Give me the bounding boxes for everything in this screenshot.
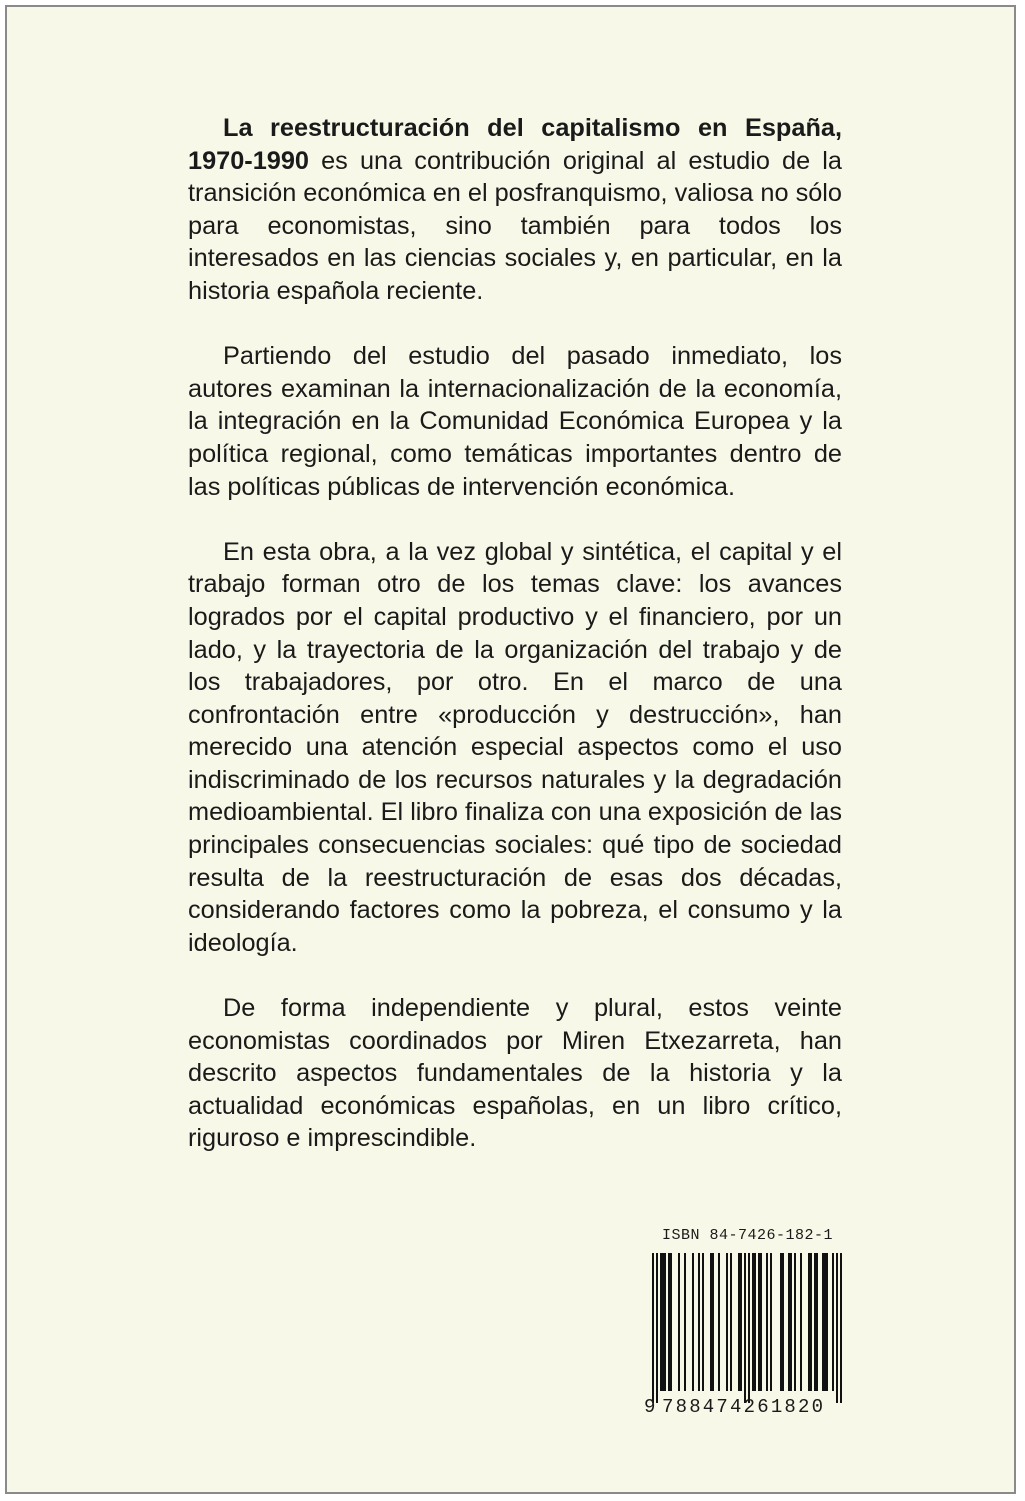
barcode-bar [770,1253,772,1391]
barcode-bar [744,1253,746,1403]
barcode-bar [808,1253,810,1391]
barcode-bar [738,1253,740,1391]
barcode-bar [816,1253,818,1391]
barcode-first-digit: 9 [644,1396,656,1418]
blurb-text [188,112,842,1188]
barcode-bar [790,1253,792,1391]
barcode-digits: 788474261820 [662,1396,826,1418]
barcode-bar [780,1253,782,1391]
barcode-bar [740,1253,742,1391]
barcode-bar [814,1253,816,1391]
paragraph-authors: De forma independiente y plural, estos veinte economistas coordinados por Miren Etxezarreta, han descrito aspectos fundamentales de la historia y la actualidad económicas españolas, en un libro crítico, riguroso e imprescindible. [188,994,842,1153]
barcode-icon [652,1253,842,1403]
barcode-bar [668,1253,670,1391]
paragraph-intro-rest: es una contribución original al estudio de la transición económica en el posfranquismo, valiosa no sólo para economistas, sino también para todos los interesados en las ciencias sociales y, en particular, en la historia española reciente. [188,146,842,305]
barcode-bar [788,1253,790,1391]
barcode-bar [660,1253,662,1391]
barcode-bar [710,1253,712,1391]
barcode-bar [678,1253,680,1391]
barcode-bar [824,1253,826,1391]
barcode-bar [702,1253,704,1391]
paragraph-capital-labor: En esta obra, a la vez global y sintética, el capital y el trabajo forman otro de los temas clave: los avances logrados por el capital productivo y el financiero, por un lado, y la trayectoria de la organización del trabajo y de los trabajadores, por otro. En el marco de una confrontación entre «producción y destrucción», han merecido una atención especial aspectos como el uso indiscriminado de los recursos naturales y la degradación medioambiental. El libro finaliza con una exposición de las principales consecuencias sociales: qué tipo de sociedad resulta de la reestructuración de esas dos décadas, considerando factores como la pobreza, el consumo y la ideología. [188,537,842,957]
barcode-bar [748,1253,750,1403]
barcode-bar [822,1253,824,1391]
barcode-bar [782,1253,784,1391]
barcode-bar [752,1253,754,1391]
barcode-bar [840,1253,842,1403]
barcode-bar [662,1253,664,1391]
barcode-bar [670,1253,672,1391]
barcode-bar [832,1253,834,1391]
barcode-bar [698,1253,700,1391]
barcode-bar [652,1253,654,1403]
paragraph-intro [188,112,842,308]
barcode-bar [692,1253,694,1391]
barcode-bar [760,1253,762,1391]
barcode-bar [754,1253,756,1391]
barcode-bar [684,1253,686,1391]
barcode-bar [718,1253,720,1391]
barcode-bar [800,1253,802,1391]
isbn-label: ISBN 84-7426-182-1 [662,1227,834,1244]
barcode-number [644,1396,844,1418]
barcode-bar [826,1253,828,1391]
paragraph-topics: Partiendo del estudio del pasado inmediato, los autores examinan la internacionalización de la economía, la integración en la Comunidad Económica Europea y la política regional, como temáticas importantes dentro de las políticas públicas de intervención económica. [188,342,842,501]
barcode-bar [794,1253,796,1391]
barcode-bar [758,1253,760,1391]
barcode-bar [726,1253,728,1391]
book-title: La reestructuración del capitalismo en España, 1970-1990 [188,114,842,175]
barcode-bar [712,1253,714,1391]
barcode-bar [766,1253,768,1391]
barcode-bar [730,1253,732,1391]
barcode-bar [664,1253,666,1391]
barcode-bar [810,1253,812,1391]
barcode-bar [836,1253,838,1403]
barcode-bar [656,1253,658,1403]
